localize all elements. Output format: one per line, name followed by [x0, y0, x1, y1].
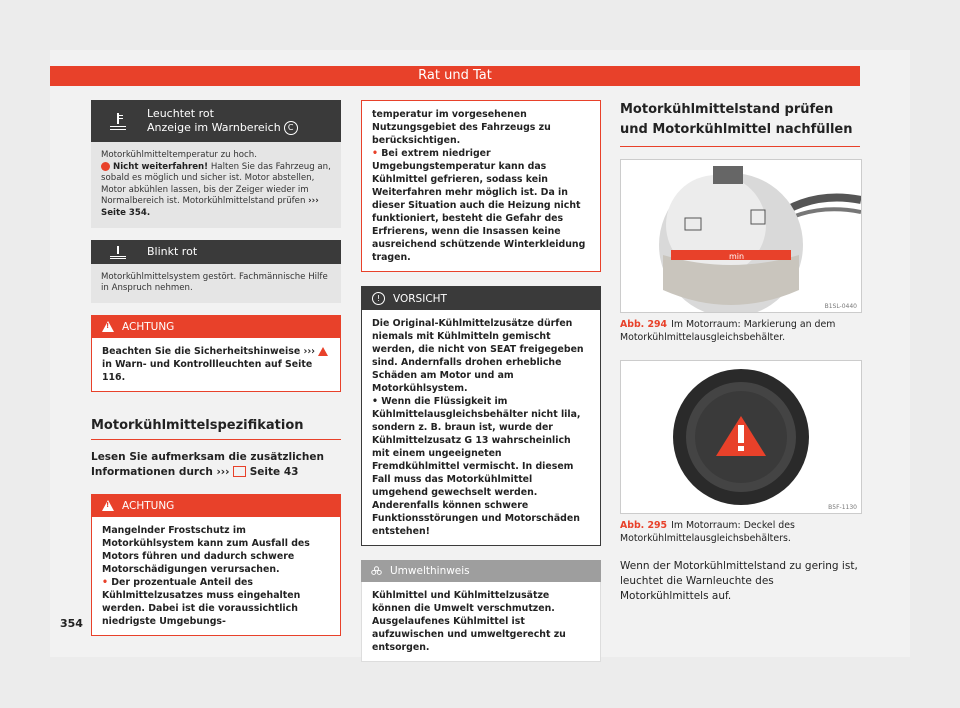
section-title-spec: Motorkühlmittelspezifikation: [91, 418, 341, 440]
vorsicht-box: ! VORSICHT Die Original-Kühlmittelzusätze dürfen niemals mit Kühlmitteln gemischt werden, die nicht von SEAT freigegeben sind. Andernfalls drohen erhebliche Schäden am Motor und am Motorkühlsystem. • Wenn die Flüssigkeit im Kühlmittelausgleichsbehälter nicht lila, sondern z. B. braun ist, wurde der Kühlmittelzusatz G 13 wahrscheinlich mit einem ungeeigneten Fremdkühlmittel vermischt. In diesem Fall muss das Motorkühlmittel umgehend gewechselt werden. Anderenfalls können schwere Funktionsstörungen und Motorschäden entstehen!: [361, 286, 601, 546]
warning-header-red: [91, 100, 341, 142]
warning-triangle-icon: [318, 347, 328, 356]
column-3: [620, 100, 860, 604]
umwelt-box: Umwelthinweis Kühlmittel und Kühlmittelzusätze können die Umwelt verschmutzen. Ausgelaufenes Kühlmittel ist aufzuwischen und umweltgerecht zu entsorgen.: [361, 560, 601, 662]
page-number: 354: [60, 617, 83, 630]
warning-triangle-icon: [102, 321, 114, 332]
lead-text: Lesen Sie aufmerksam die zusätzlichen Informationen durch ››› Seite 43: [91, 450, 324, 478]
book-icon: [233, 466, 246, 477]
warning-triangle-icon: [102, 500, 114, 511]
info-icon: !: [372, 292, 385, 305]
figure-caption-294: Abb. 294 Im Motorraum: Markierung an dem Motorkühlmittelausgleichsbehälter.: [620, 319, 836, 343]
warning-header-blink: Blinkt rot: [91, 240, 341, 264]
achtung-box-1: ! ACHTUNG Beachten Sie die Sicherheitshinweise ››› in Warn- und Kontrollleuchten auf Seite 116.: [91, 315, 341, 392]
section-title-check: Motorkühlmittelstand prüfen und Motorkühlmittel nachfüllen: [620, 100, 860, 147]
figure-caption-295: Abb. 295 Im Motorraum: Deckel des Motorkühlmittelausgleichsbehälters.: [620, 520, 795, 544]
coolant-temperature-icon: [109, 112, 127, 130]
column-2: [361, 100, 601, 662]
stop-icon: [101, 162, 110, 171]
circle-letter-icon: C: [284, 121, 298, 135]
environment-icon: [371, 566, 382, 577]
warning-body-blink: Motorkühlmittelsystem gestört. Fachmännische Hilfe in Anspruch nehmen.: [91, 264, 341, 303]
body-paragraph: Wenn der Motorkühlmittelstand zu gering ist, leuchtet die Warnleuchte des Motorkühlmittels auf.: [620, 560, 858, 602]
column-1: [91, 100, 341, 636]
header-bar: Rat und Tat: [50, 66, 860, 86]
coolant-temperature-icon: [109, 245, 127, 259]
warning-title: Leuchtet rot Anzeige im Warnbereich C: [147, 107, 298, 135]
figure-cap: B5F-1130: [620, 360, 862, 514]
achtung-box-2: ! ACHTUNG Mangelnder Frostschutz im Motorkühlsystem kann zum Ausfall des Motors führen und dadurch schwere Motorschädigungen verursachen. • Der prozentuale Anteil des Kühlmittelzusatzes muss eingehalten werden. Dabei ist die voraussichtlich niedrigste Umgebungs-: [91, 494, 341, 636]
figure-reservoir: min B1SL-0440: [620, 159, 862, 313]
min-label: min: [729, 252, 745, 261]
achtung-continued: temperatur im vorgesehenen Nutzungsgebiet des Fahrzeugs zu berücksichtigen. • Bei extrem niedriger Umgebungstemperatur kann das Kühlmittel gefrieren, sodass kein Weiterfahren mehr möglich ist. Da in dieser Situation auch die Heizung nicht funktioniert, besteht die Gefahr des Erfrierens, wenn die Insassen keine ausreichend schützende Winterkleidung tragen.: [361, 100, 601, 272]
warning-body: Motorkühlmitteltemperatur zu hoch. Nicht weiterfahren! Halten Sie das Fahrzeug an, sobald es möglich und sicher ist. Motor abstellen, Motor abkühlen lassen, bis der Zeiger wieder im Normalbereich ist. Motorkühlmittelstand prüfen ››› Seite 354.: [91, 142, 341, 228]
